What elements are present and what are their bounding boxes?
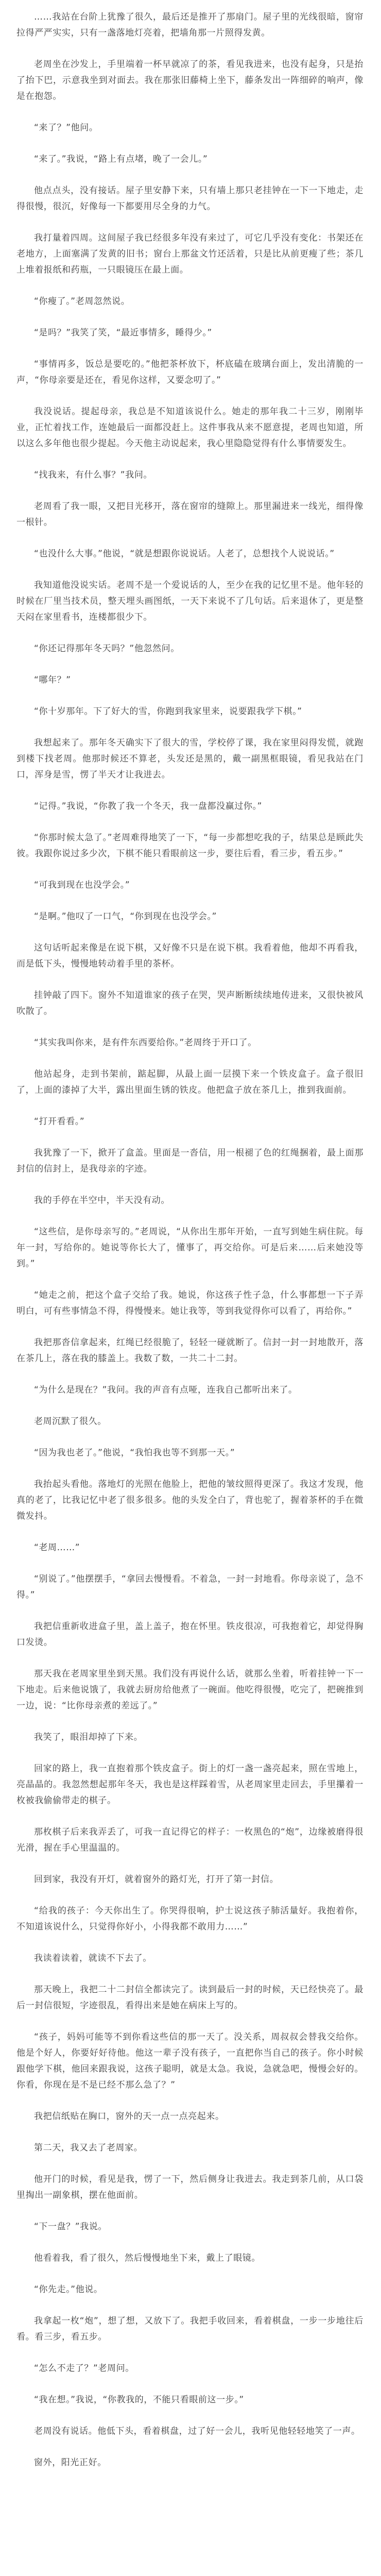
- paragraph: “你先走。”他说。: [34, 2284, 103, 2295]
- paragraph: 我想起来了。那年冬天确实下了很大的雪，学校停了课，我在家里闷得发慌，就跑到楼下找老周。他那时候还不算老，头发还是黑的，戴一副黑框眼镜，看见我站在门口，浑身是雪，愣了半天才让我进去。: [16, 738, 363, 780]
- paragraph: “她走之前，把这个盒子交给了我。她说，你这孩子性子急，什么事都想一下子弄明白，可有些事情急不得，得慢慢来。她让我等，等到我觉得你可以看了，再给你。”: [16, 1290, 363, 1316]
- paragraph: 老周沉默了很久。: [34, 1416, 107, 1427]
- paragraph: 回家的路上，我一直抱着那个铁皮盒子。街上的灯一盏一盏亮起来，照在雪地上，亮晶晶的。我忽然想起那年冬天，我也是这样踩着雪，从老周家里走回去，手里攥着一枚被我偷偷带走的棋子。: [16, 1764, 363, 1806]
- paragraph: 我抬起头看他。落地灯的光照在他脸上，把他的皱纹照得更深了。我这才发现，他真的老了，比我记忆中老了很多很多。他的头发全白了，背也驼了，握着茶杯的手在微微发抖。: [16, 1479, 363, 1521]
- paragraph: 窗外，阳光正好。: [34, 2458, 107, 2468]
- paragraph: 老周看了我一眼，又把目光移开，落在窗帘的缝隙上。那里漏进来一线光，细得像一根针。: [16, 501, 363, 528]
- paragraph: 他看着我，看了很久，然后慢慢地坐下来，戴上了眼镜。: [34, 2253, 261, 2263]
- paragraph: “来了。”我说，“路上有点堵，晚了一会儿。”: [34, 154, 208, 164]
- paragraph: “因为我也老了。”他说，“我怕我也等不到那一天。”: [34, 1448, 235, 1458]
- paragraph: “给我的孩子：今天你出生了。你哭得很响，护士说这孩子肺活量好。我抱着你，不知道该说什么，只觉得你好小，小得我都不敢用力……”: [16, 1906, 363, 1932]
- paragraph: 老周没有说话。他低下头，看着棋盘，过了好一会儿，我听见他轻轻地笑了一声。: [34, 2426, 360, 2436]
- paragraph: “找我来，有什么事？”我问。: [34, 470, 153, 480]
- paragraph: “为什么是现在？”我问。我的声音有点哑，连我自己都听出来了。: [34, 1385, 298, 1395]
- paragraph: 他站起身，走到书架前，踮起脚，从最上面一层摸下来一个铁皮盒子。盒子很旧了，上面的漆掉了大半，露出里面生锈的铁皮。他把盒子放在茶几上，推到我面前。: [16, 1069, 363, 1095]
- paragraph: 他开门的时候，看见是我，愣了一下，然后侧身让我进去。我走到茶几前，从口袋里掏出一副象棋，摆在他面前。: [16, 2174, 363, 2200]
- paragraph: 我读着读着，就读不下去了。: [34, 1953, 152, 1963]
- paragraph: “是啊。”他叹了一口气，“你到现在也没学会。”: [34, 911, 217, 922]
- paragraph: 那枚棋子后来我弄丢了，可我一直记得它的样子：一枚黑色的“炮”，边缘被磨得很光滑，握在手心里温温的。: [16, 1827, 363, 1853]
- paragraph: “你十岁那年。下了好大的雪，你跑到我家里来，说要跟我学下棋。”: [34, 706, 302, 717]
- paragraph: “我在想。”我说，“你教我的，不能只看眼前这一步。”: [34, 2395, 244, 2405]
- paragraph: “你那时候太急了。”老周难得地笑了一下，“每一步都想吃我的子，结果总是顾此失彼。我跟你说过多少次，下棋不能只看眼前这一步，要往后看，看三步，看五步。”: [16, 833, 363, 859]
- paragraph: 回到家，我没有开灯，就着窗外的路灯光，打开了第一封信。: [34, 1874, 279, 1885]
- paragraph: “也没什么大事。”他说，“就是想跟你说说话。人老了，总想找个人说说话。”: [34, 549, 335, 559]
- paragraph: 老周坐在沙发上，手里端着一杯早就凉了的茶，看见我进来，也没有起身，只是抬了抬下巴，示意我坐到对面去。我在那张旧藤椅上坐下，藤条发出一阵细碎的响声，像是在抱怨。: [16, 59, 363, 101]
- paragraph: 我的手停在半空中，半天没有动。: [34, 1195, 170, 1206]
- paragraph: 我知道他没说实话。老周不是一个爱说话的人，至少在我的记忆里不是。他年轻的时候在厂里当技术员，整天埋头画图纸，一天下来说不了几句话。后来退休了，更是整天闷在家里看书，连楼都很少下。: [16, 580, 363, 622]
- paragraph: “你瘦了。”老周忽然说。: [34, 296, 130, 307]
- paragraph: “哪年？”: [34, 675, 71, 685]
- paragraph: “下一盘？”我说。: [34, 2222, 108, 2232]
- paragraph: 我笑了，眼泪却掉了下来。: [34, 1732, 143, 1742]
- paragraph: “是吗？”我笑了笑，“最近事情多，睡得少。”: [34, 328, 212, 338]
- paragraph: “这些信，是你母亲写的。”老周说，“从你出生那年开始，一直写到她生病住院。每年一封，写给你的。她说等你长大了，懂事了，再交给你。可是后来……后来她没等到。”: [16, 1227, 363, 1269]
- paragraph: “事情再多，饭总是要吃的。”他把茶杯放下，杯底磕在玻璃台面上，发出清脆的一声，“你母亲要是还在，看见你这样，又要念叨了。”: [16, 359, 363, 385]
- paragraph: “打开看看。”: [34, 1116, 85, 1127]
- paragraph: “别说了。”他摆摆手，“拿回去慢慢看。不着急，一封一封地看。你母亲说了，急不得。”: [16, 1574, 363, 1600]
- paragraph: 我没说话。提起母亲，我总是不知道该说什么。她走的那年我二十三岁，刚刚毕业，正忙着找工作，连她最后一面都没赶上。这件事我从来不愿意提，老周也知道，所以这么多年他也很少提起。今天他主动说起来，我心里隐隐觉得有什么事情要发生。: [16, 406, 363, 449]
- paragraph: 我把那沓信拿起来，红绳已经很脆了，轻轻一碰就断了。信封一封一封地散开，落在茶几上，落在我的膝盖上。我数了数，一共二十二封。: [16, 1337, 363, 1364]
- paragraph: 我把信重新收进盒子里，盖上盖子，抱在怀里。铁皮很凉，可我抱着它，却觉得胸口发烫。: [16, 1621, 363, 1648]
- paragraph: 他点点头，没有接话。屋子里安静下来，只有墙上那只老挂钟在一下一下地走，走得很慢，很沉，好像每一下都要用尽全身的力气。: [16, 185, 363, 212]
- paragraph: 我拿起一枚“炮”，想了想，又放下了。我把手收回来，看着棋盘，一步一步地往后看。看三步，看五步。: [16, 2316, 363, 2342]
- paragraph: “你还记得那年冬天吗？”他忽然问。: [34, 643, 180, 654]
- paragraph: “怎么不走了？”老周问。: [34, 2363, 134, 2374]
- paragraph: ……我站在台阶上犹豫了很久，最后还是推开了那扇门。屋子里的光线很暗，窗帘拉得严严实实，只有一盏落地灯亮着，把墙角那一片照得发黄。: [16, 12, 363, 38]
- paragraph: “来了？”他问。: [34, 123, 98, 133]
- paragraph: 这句话听起来像是在说下棋，又好像不只是在说下棋。我看着他，他却不再看我，而是低下头，慢慢地转动着手里的茶杯。: [16, 943, 363, 969]
- paragraph: “老周……”: [34, 1543, 80, 1553]
- paragraph: “记得。”我说，“你教了我一个冬天，我一盘都没赢过你。”: [34, 801, 263, 811]
- paragraph: 那天晚上，我把二十二封信全都读完了。读到最后一封的时候，天已经快亮了。最后一封信很短，字迹很乱，看得出来是她在病床上写的。: [16, 1985, 363, 2011]
- paragraph: 第二天，我又去了老周家。: [34, 2143, 143, 2153]
- paragraph: “其实我叫你来，是有件东西要给你。”老周终于开口了。: [34, 1038, 257, 1048]
- paragraph: “可我到现在也没学会。”: [34, 880, 130, 890]
- paragraph: “孩子，妈妈可能等不到你看这些信的那一天了。没关系，周叔叔会替我交给你。他是个好人，你要好好待他。他这一辈子没有孩子，一直把你当自己的孩子。你小时候跟他学下棋，他回来跟我说，这孩子聪明，就是太急。我说，急就急吧，慢慢会好的。你看，你现在是不是已经不那么急了？”: [16, 2032, 363, 2090]
- paragraph: 挂钟敲了四下。窗外不知道谁家的孩子在哭，哭声断断续续地传进来，又很快被风吹散了。: [16, 990, 363, 1016]
- paragraph: 我犹豫了一下，掀开了盒盖。里面是一沓信，用一根褪了色的红绳捆着，最上面那封信的信封上，是我母亲的字迹。: [16, 1148, 363, 1174]
- paragraph: 我打量着四周。这间屋子我已经很多年没有来过了，可它几乎没有变化：书架还在老地方，上面塞满了发黄的旧书；窗台上那盆文竹还活着，只是比从前更瘦了些；茶几上堆着报纸和药瓶，一只眼镜压在最上面。: [16, 233, 363, 275]
- paragraph: 那天我在老周家里坐到天黑。我们没有再说什么话，就那么坐着，听着挂钟一下一下地走。后来他说饿了，我就去厨房给他煮了一碗面。他吃得很慢，吃完了，把碗推到一边，说：“比你母亲煮的差远了。”: [16, 1669, 363, 1711]
- paragraph: 我把信纸贴在胸口，窗外的天一点一点亮起来。: [34, 2111, 224, 2122]
